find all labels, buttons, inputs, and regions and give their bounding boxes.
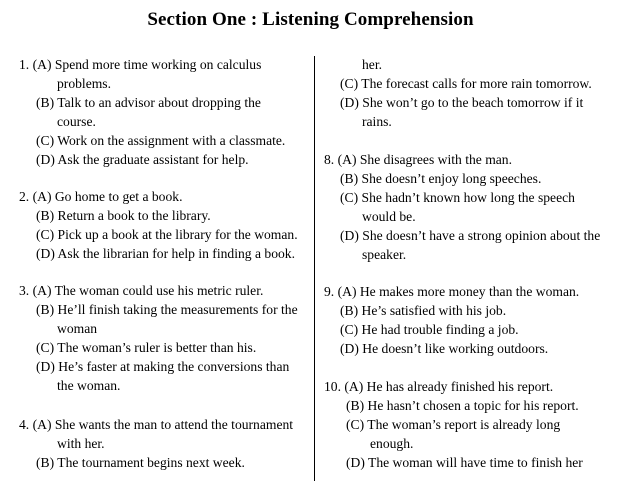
question-line: (B) The tournament begins next week.	[36, 455, 245, 470]
question-line: her.	[362, 57, 383, 72]
question-line: (C) The forecast calls for more rain tomorrow.	[340, 76, 592, 91]
question-line: with her.	[57, 436, 105, 451]
question-line: (C) Work on the assignment with a classmate.	[36, 133, 286, 148]
question-line: (D) He doesn’t like working outdoors.	[340, 341, 549, 356]
question-line: (D) Ask the librarian for help in finding a book.	[36, 246, 295, 261]
question-line: would be.	[362, 209, 416, 224]
question-line: (D) Ask the graduate assistant for help.	[36, 152, 249, 167]
question-line: (D) She won’t go to the beach tomorrow if it	[340, 95, 584, 110]
question-line: (C) Pick up a book at the library for the woman.	[36, 227, 298, 242]
question-line: 9. (A) He makes more money than the woman.	[324, 284, 580, 299]
question-line: (B) He’s satisfied with his job.	[340, 303, 507, 318]
question-line: (C) She hadn’t known how long the speech	[340, 190, 575, 205]
question-line: course.	[57, 114, 96, 129]
question-line: (B) Talk to an advisor about dropping the	[36, 95, 261, 110]
column-divider	[314, 56, 315, 481]
question-line: (D) She doesn’t have a strong opinion about the	[340, 228, 601, 243]
question-line: (C) The woman’s ruler is better than his.	[36, 340, 257, 355]
question-line: 8. (A) She disagrees with the man.	[324, 152, 513, 167]
question-line: the woman.	[57, 378, 121, 393]
question-line: 10. (A) He has already finished his report.	[324, 379, 554, 394]
question-line: (D) The woman will have time to finish her	[346, 455, 583, 470]
question-line: (C) The woman’s report is already long	[346, 417, 561, 432]
question-line: (B) He’ll finish taking the measurements for the	[36, 302, 298, 317]
question-line: (B) Return a book to the library.	[36, 208, 211, 223]
question-line: 2. (A) Go home to get a book.	[19, 189, 183, 204]
question-line: (B) He hasn’t chosen a topic for his report.	[346, 398, 579, 413]
question-line: (D) He’s faster at making the conversions than	[36, 359, 290, 374]
question-line: enough.	[370, 436, 414, 451]
question-line: woman	[57, 321, 98, 336]
question-line: (C) He had trouble finding a job.	[340, 322, 519, 337]
question-line: 1. (A) Spend more time working on calculus	[19, 57, 262, 72]
section-title: Section One : Listening Comprehension	[147, 9, 474, 30]
question-line: 3. (A) The woman could use his metric ruler.	[19, 283, 264, 298]
question-line: speaker.	[362, 247, 407, 262]
question-line: 4. (A) She wants the man to attend the tournament	[19, 417, 294, 432]
question-line: (B) She doesn’t enjoy long speeches.	[340, 171, 542, 186]
question-line: problems.	[57, 76, 111, 91]
question-line: rains.	[362, 114, 392, 129]
